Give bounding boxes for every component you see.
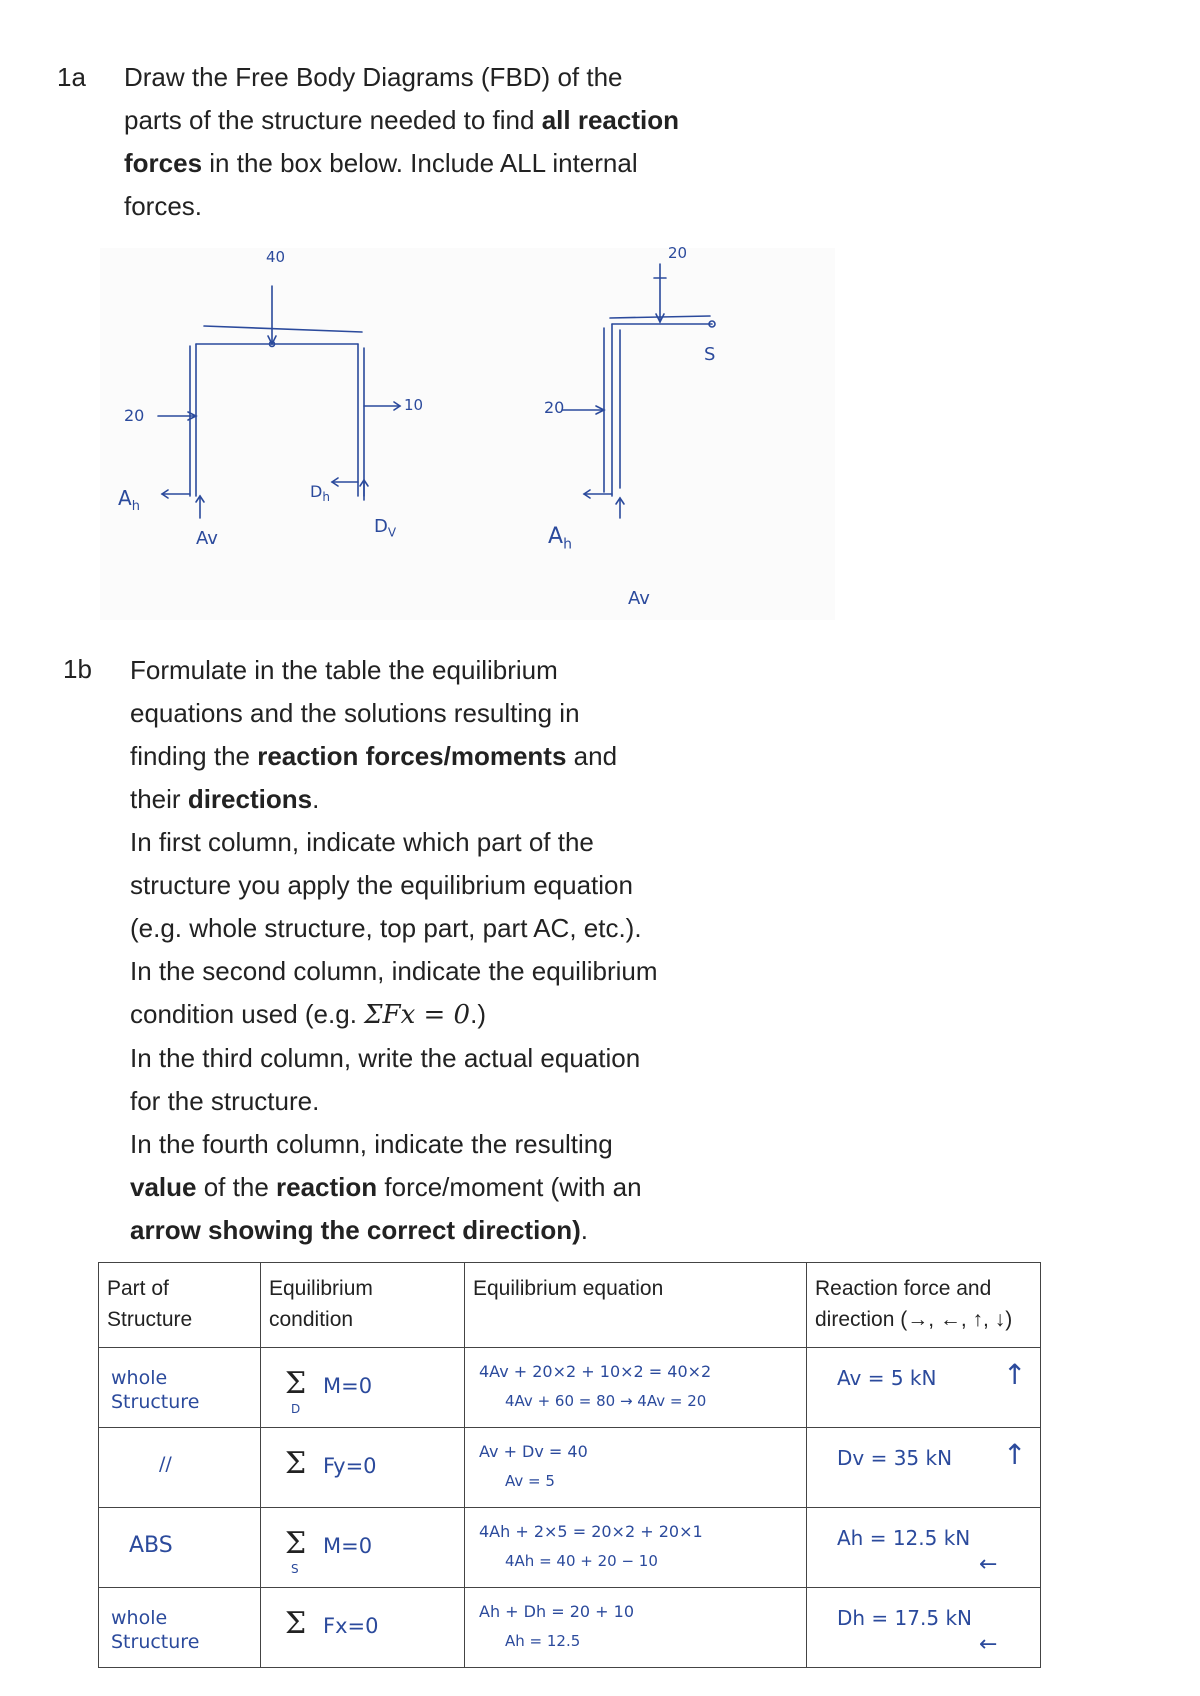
question-line: [130, 950, 870, 993]
question-line: [130, 993, 870, 1037]
question-line: [130, 907, 870, 950]
part-of-structure-cell: [99, 1588, 261, 1668]
equation-line-2: Av = 5: [505, 1472, 555, 1490]
part-of-structure: ABS: [129, 1533, 173, 1558]
question-line: [130, 1209, 870, 1252]
fbd-right-av-label: Av: [628, 588, 650, 609]
condition-text: M=0: [323, 1534, 373, 1558]
arrow-left-icon: ←: [979, 1552, 998, 1577]
question-line: [130, 864, 870, 907]
equilibrium-condition-cell: [261, 1428, 465, 1508]
fbd-left-load-top-label: 40: [266, 248, 286, 266]
text-span: force/moment (with an: [377, 1172, 642, 1202]
reaction-value: Dh = 17.5 kN: [837, 1606, 972, 1630]
right-frame: [562, 264, 715, 518]
text-span: (e.g. whole structure, top part, part AC, etc.).: [130, 913, 642, 943]
fbd-left-load-right-label: 10: [404, 396, 424, 414]
text-span: equations and the solutions resulting in: [130, 698, 580, 728]
arrow-left-icon: ←: [979, 1632, 998, 1657]
question-1b-text: [130, 649, 870, 1252]
fbd-left-ah-label: $A_h$: [118, 486, 140, 514]
question-line: [130, 692, 870, 735]
fbd-left-dh-label: $D_h$: [310, 482, 330, 505]
text-span: In first column, indicate which part of the: [130, 827, 594, 857]
fbd-left-dv-label: $D_V$: [374, 516, 397, 540]
equilibrium-condition-cell: [261, 1588, 465, 1668]
equation-line-1: 4Ah + 2×5 = 20×2 + 20×1: [479, 1522, 703, 1541]
fbd-left-av-label: Av: [196, 528, 218, 549]
fbd-right-s-label: S: [704, 344, 716, 365]
bold-text: value: [130, 1172, 197, 1202]
text-span: in the box below. Include ALL internal: [202, 148, 638, 178]
header-part-of-structure: Part of Structure: [99, 1263, 261, 1348]
equation-line-1: 4Av + 20×2 + 10×2 = 40×2: [479, 1362, 712, 1381]
equation-line-1: Ah + Dh = 20 + 10: [479, 1602, 634, 1621]
text-span: finding the: [130, 741, 258, 771]
question-line: [124, 56, 844, 99]
part-of-structure-cell: [99, 1428, 261, 1508]
reaction-force-cell: [807, 1588, 1041, 1668]
text-span: structure you apply the equilibrium equation: [130, 870, 633, 900]
equilibrium-equation-cell: [465, 1588, 807, 1668]
free-body-diagram-box: [100, 244, 835, 620]
question-number-1b: 1b: [63, 654, 92, 684]
math-text: ΣFx = 0: [364, 1000, 471, 1030]
table-row: [99, 1588, 1041, 1668]
text-span: parts of the structure needed to find: [124, 105, 542, 135]
text-span: forces.: [124, 191, 203, 221]
part-of-structure-cell: [99, 1348, 261, 1428]
arrow-up-icon: ↑: [1003, 1438, 1027, 1471]
text-span: In the fourth column, indicate the resulting: [130, 1129, 613, 1159]
sigma-symbol: Σ: [285, 1526, 307, 1561]
condition-subscript: D: [291, 1402, 301, 1416]
free-body-diagram-sketch: [100, 248, 835, 620]
sigma-symbol: Σ: [285, 1606, 307, 1641]
question-line: [130, 778, 870, 821]
text-span: .: [312, 784, 320, 814]
bold-text: reaction forces/moments: [257, 741, 567, 771]
left-frame: [158, 286, 400, 518]
question-line: [130, 1037, 870, 1080]
table-row: [99, 1428, 1041, 1508]
equation-line-1: Av + Dv = 40: [479, 1442, 588, 1461]
part-of-structure: whole Structure: [111, 1367, 200, 1413]
equation-line-2: 4Ah = 40 + 20 − 10: [505, 1552, 658, 1570]
fbd-right-load-top-label: 20: [668, 244, 688, 262]
reaction-force-cell: [807, 1348, 1041, 1428]
text-span: .: [580, 1215, 588, 1245]
text-span: In the third column, write the actual equation: [130, 1043, 641, 1073]
equilibrium-table: [98, 1262, 1041, 1668]
bold-text: reaction: [276, 1172, 378, 1202]
sigma-symbol: Σ: [285, 1366, 307, 1401]
question-line: [124, 142, 844, 185]
equilibrium-condition-cell: [261, 1508, 465, 1588]
arrow-up-icon: ↑: [1003, 1358, 1027, 1391]
condition-subscript: S: [291, 1562, 299, 1576]
fbd-left-load-left-label: 20: [124, 406, 145, 425]
text-span: and: [566, 741, 618, 771]
table-row: [99, 1508, 1041, 1588]
question-line: [130, 1123, 870, 1166]
part-of-structure-cell: [99, 1508, 261, 1588]
sigma-symbol: Σ: [285, 1446, 307, 1481]
equilibrium-equation-cell: [465, 1508, 807, 1588]
bold-text: forces: [124, 148, 203, 178]
bold-text: arrow showing the correct direction): [130, 1215, 581, 1245]
fbd-right-ah-label: $A_h$: [548, 524, 572, 553]
part-of-structure: whole Structure: [111, 1607, 200, 1653]
bold-text: directions: [187, 784, 313, 814]
text-span: of the: [196, 1172, 276, 1202]
question-line: [130, 821, 870, 864]
text-span: Formulate in the table the equilibrium: [130, 655, 558, 685]
condition-text: M=0: [323, 1374, 373, 1398]
text-span: condition used (e.g.: [130, 999, 365, 1029]
equation-line-2: 4Av + 60 = 80 → 4Av = 20: [505, 1392, 707, 1410]
reaction-value: Ah = 12.5 kN: [837, 1526, 971, 1550]
equilibrium-condition-cell: [261, 1348, 465, 1428]
question-number-1a: 1a: [57, 62, 86, 92]
part-of-structure: //: [159, 1453, 172, 1475]
condition-text: Fx=0: [323, 1614, 379, 1638]
bold-text: all reaction: [541, 105, 679, 135]
text-span: for the structure.: [130, 1086, 320, 1116]
question-line: [130, 735, 870, 778]
text-span: their: [130, 784, 188, 814]
table-header-row: [99, 1263, 1041, 1348]
question-1a-text: [124, 56, 844, 228]
table-row: [99, 1348, 1041, 1428]
header-reaction-force: Reaction force and direction (→, ←, ↑, ↓): [807, 1263, 1041, 1348]
equation-line-2: Ah = 12.5: [505, 1632, 581, 1650]
reaction-value: Dv = 35 kN: [837, 1446, 953, 1470]
text-span: Draw the Free Body Diagrams (FBD) of the: [124, 62, 623, 92]
equilibrium-equation-cell: [465, 1348, 807, 1428]
fbd-right-load-left-label: 20: [544, 398, 565, 417]
condition-text: Fy=0: [323, 1454, 377, 1478]
question-line: [124, 99, 844, 142]
reaction-value: Av = 5 kN: [837, 1366, 937, 1390]
header-equilibrium-equation: Equilibrium equation: [465, 1263, 807, 1348]
question-line: [130, 1080, 870, 1123]
header-equilibrium-condition: Equilibrium condition: [261, 1263, 465, 1348]
text-span: .): [470, 999, 486, 1029]
question-line: [130, 649, 870, 692]
question-line: [130, 1166, 870, 1209]
reaction-force-cell: [807, 1428, 1041, 1508]
equilibrium-equation-cell: [465, 1428, 807, 1508]
reaction-force-cell: [807, 1508, 1041, 1588]
question-line: [124, 185, 844, 228]
text-span: In the second column, indicate the equilibrium: [130, 956, 658, 986]
